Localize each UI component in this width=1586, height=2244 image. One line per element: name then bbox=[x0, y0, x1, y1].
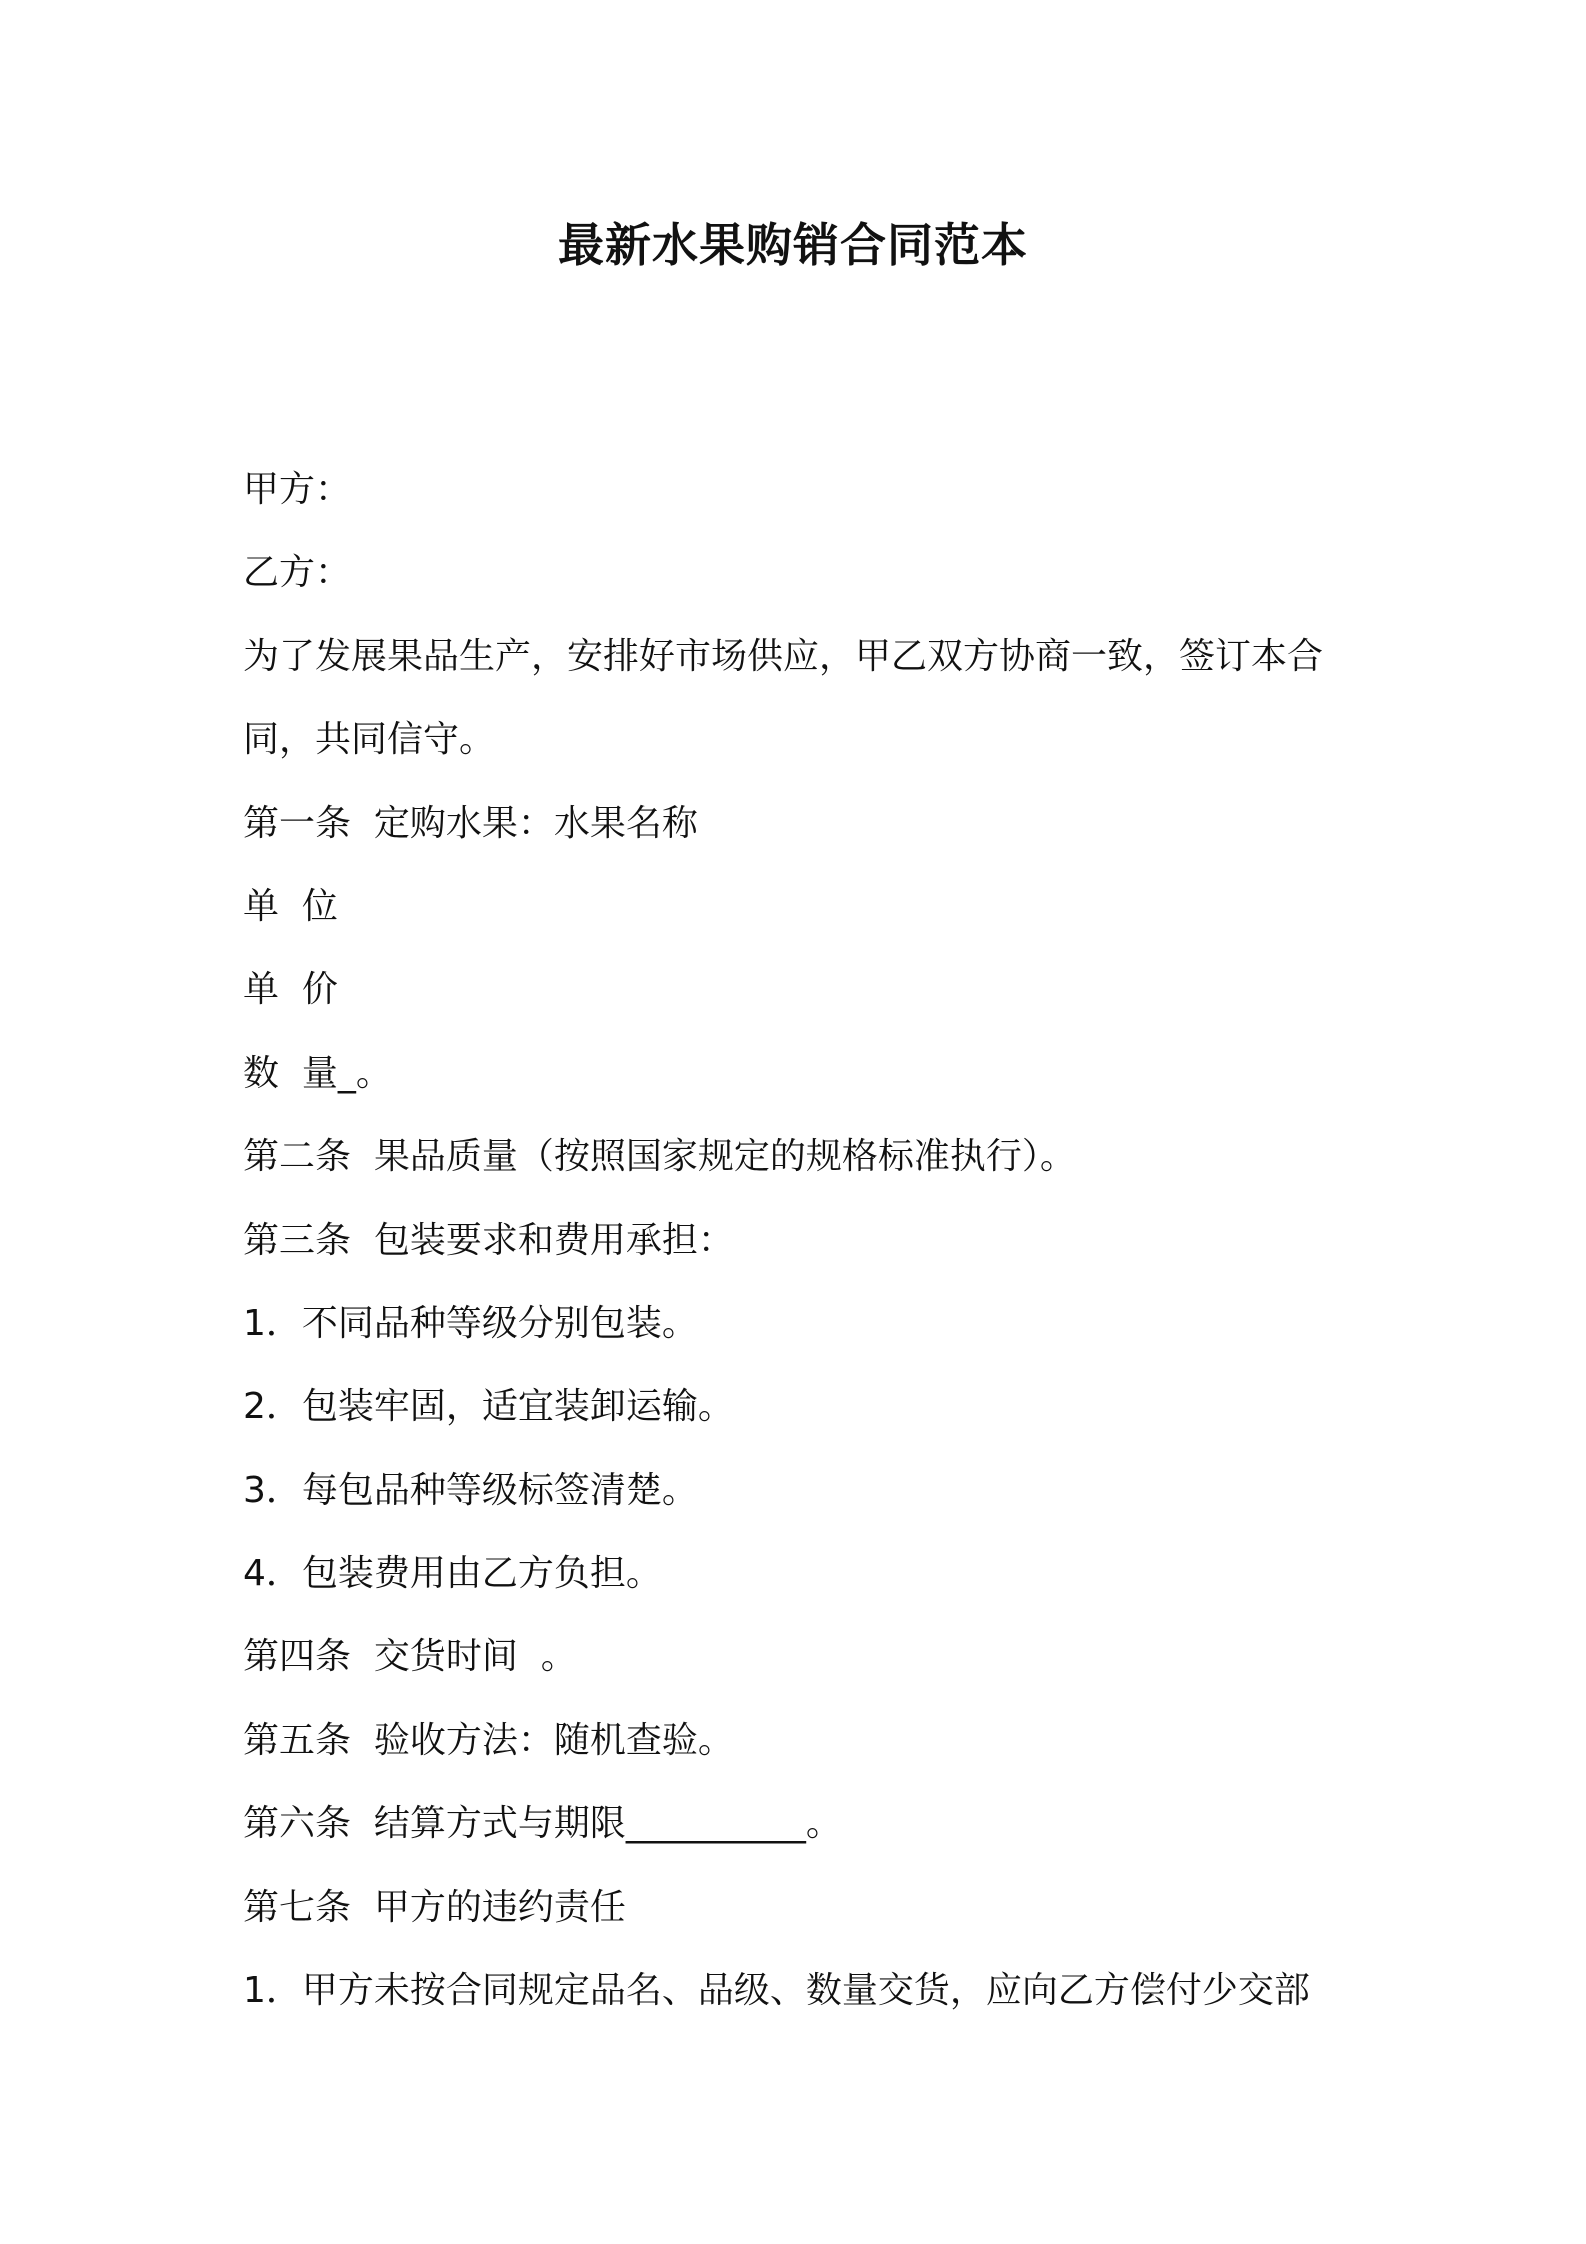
article-7-heading: 第七条 甲方的违约责任 bbox=[243, 1886, 626, 1928]
article-3-item-3: 3．每包品种等级标签清楚。 bbox=[243, 1469, 698, 1511]
article-3-item-2: 2．包装牢固，适宜装卸运输。 bbox=[243, 1386, 734, 1428]
preamble-line-2: 同，共同信守。 bbox=[243, 719, 496, 761]
article-3-item-4: 4．包装费用由乙方负担。 bbox=[243, 1553, 662, 1595]
document-title: 最新水果购销合同范本 bbox=[558, 218, 1028, 272]
party-b-line: 乙方： bbox=[243, 552, 352, 594]
article-3-item-1: 1．不同品种等级分别包装。 bbox=[243, 1302, 698, 1344]
article-1-quantity: 数 量_。 bbox=[243, 1052, 392, 1094]
article-1-unit: 单 位 bbox=[243, 885, 338, 927]
article-1-price: 单 价 bbox=[243, 969, 338, 1011]
document-body bbox=[243, 448, 1353, 2032]
preamble-line-1: 为了发展果品生产，安排好市场供应，甲乙双方协商一致，签订本合 bbox=[243, 635, 1324, 677]
article-7-item-1: 1．甲方未按合同规定品名、品级、数量交货，应向乙方偿付少交部 bbox=[243, 1970, 1310, 2012]
article-2-heading: 第二条 果品质量（按照国家规定的规格标准执行）。 bbox=[243, 1136, 1076, 1178]
article-3-heading: 第三条 包装要求和费用承担： bbox=[243, 1219, 734, 1261]
article-6-heading: 第六条 结算方式与期限__________。 bbox=[243, 1803, 842, 1845]
article-5-heading: 第五条 验收方法：随机查验。 bbox=[243, 1719, 734, 1761]
article-1-heading: 第一条 定购水果：水果名称 bbox=[243, 802, 698, 844]
party-a-line: 甲方： bbox=[243, 469, 352, 510]
article-4-heading: 第四条 交货时间 。 bbox=[243, 1636, 577, 1678]
